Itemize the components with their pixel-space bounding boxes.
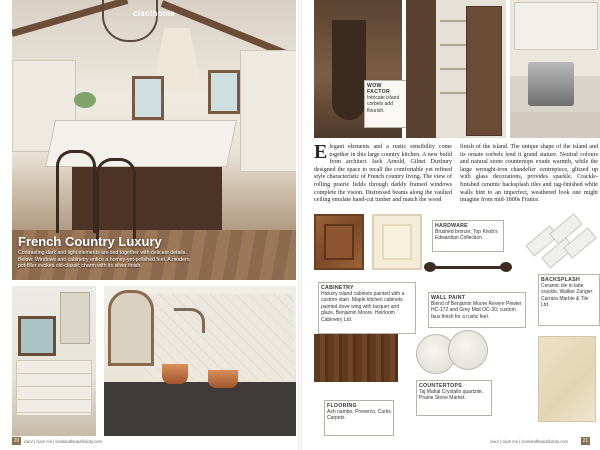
copper-pot [162,364,188,384]
cabinet-swatch-dark [314,214,364,270]
hero-caption: Contrasting dark and light elements are tied together with delicate details. Below: Windows and cabinetry entice a homey-yet-polished feel. A modern pot-filler evokes old-classic charm with its silver finish. [18,250,190,270]
pot-filler-faucet [174,308,205,333]
chandelier [102,0,158,42]
upper-cabinet [514,2,598,50]
flooring-swatch [314,334,398,382]
wow-factor-heading: WOW FACTOR [367,83,391,95]
wow-factor-body: Intricate island corbels add flourish. [367,95,400,114]
window [132,76,164,120]
backsplash-heading: BACKSPLASH [541,277,581,283]
magazine-logo: ciao!home [133,9,175,18]
glass-cabinet [60,292,90,344]
article-column-2 [460,144,598,205]
backsplash-tile-swatch [520,208,594,268]
gas-range [104,382,296,436]
hero-title: French Country Luxury [18,234,162,249]
page-number: 20 [13,438,20,444]
window [18,316,56,356]
hardware-body: Brushed bronze, Top Knob's Edwardian Collection. [435,229,498,242]
left-page [0,0,298,450]
espresso-machine [528,62,574,106]
countertop-swatch [538,336,596,422]
paint-plate [448,330,488,370]
pantry-photo [406,0,506,138]
backsplash-callout [538,274,600,326]
copper-pot [208,370,238,388]
right-page [302,0,600,450]
hardware-callout [432,220,504,252]
countertop [510,112,600,138]
paint-swatches [416,330,490,374]
pantry-door [466,6,502,136]
wall-paint-callout [428,292,526,328]
wall-paint-body: Blend of Benjamin Moore Revere Pewter HC-172 and Grey Mist OC-30, custom faux finish for a rustic feel. [431,301,522,320]
wall-paint-heading: WALL PAINT [431,295,466,301]
bronze-pull-handle [424,262,512,272]
handle-bar [434,266,502,269]
article-text-2: finish of the island. The unique shape of the island and its ornate corbels lend it grand stature. Neutral colours and natural stone countertops exude warmth, while the large wrought-iron chandelier centrepiece, glitzed up with glass decorations, provides sparkle. Crackle-finished ceramic backsplash tiles and rag-finished white walls hint to an imperfect, weathered look one might imagine from mid-1800s France. [460,144,598,204]
flooring-callout [324,400,394,436]
espresso-photo [510,0,600,138]
bar-stool [56,150,96,233]
cabinet [240,50,296,172]
window-cabinets-photo [12,286,96,436]
backsplash-body: Ceramic tile in latte crackle, Walker Zanger. Carrara Marble & Tile Ltd. [541,283,594,309]
countertops-heading: COUNTERTOPS [419,383,462,389]
folio: ciao! | ciao! mo | lovelandbeautifulcity.com [490,439,568,444]
page-number: 21 [582,438,589,444]
cabinetry-callout [318,282,416,334]
flooring-heading: FLOORING [327,403,357,409]
cabinet-swatch-cream [372,214,422,270]
folio: ciao! | ciao! mo | lovelandbeautifulcity.com [24,439,102,444]
flower-vase [74,92,96,108]
article-text-1: legant elements and a rustic sensibility come together in this large country kitchen. A new build from architect Jack Arnold, Gilnet Duxbury designed the space to recall the comfortable yet refined style characteristic of French country living. The view of rolling prairie fields through darkly framed windows complete the vision. Distressed beams along the vaulted ceiling emulate hand-cut timber and match the wood [314,144,452,204]
range-pots-photo [104,286,296,436]
flooring-body: Ash nambo, Preverco, Curtis Carpets. [327,409,391,422]
cabinetry-body: Hickory island cabinets painted with a custom stain. Maple kitchen cabinets painted dove wing with lacquer and glaze, Benjamin Moore. Heirloom Cabinetry Ltd. [321,291,405,323]
handle-end [500,262,512,272]
drop-cap: E [314,141,328,163]
countertops-body: Taj Mahal Crystallo quartzite, Prairie Stone Market. [419,389,484,402]
island-corbel [332,20,366,120]
countertops-callout [416,380,492,416]
cabinetry-heading: CABINETRY [321,285,354,291]
hardware-heading: HARDWARE [435,223,468,229]
drawers [16,360,92,416]
wow-factor-callout [364,80,408,128]
bar-stool [96,158,136,241]
panel-inset [324,224,354,260]
article-column-1 [314,141,452,205]
panel-inset [382,224,412,260]
window [208,70,240,114]
arched-niche [108,290,154,366]
